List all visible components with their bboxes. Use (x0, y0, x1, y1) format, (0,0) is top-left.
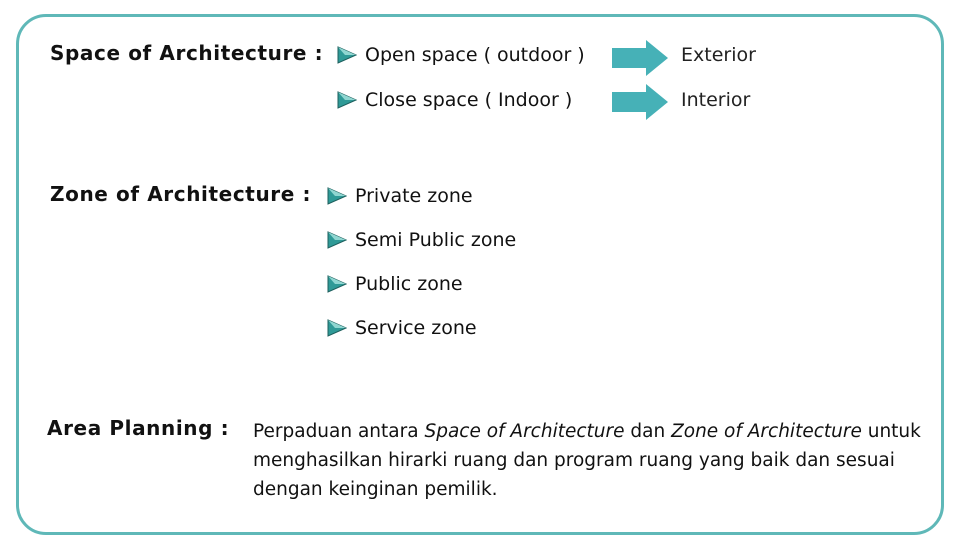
area-description (253, 417, 943, 504)
space-item-label: Close space ( Indoor ) (365, 89, 573, 111)
space-result-exterior: Exterior (681, 44, 756, 66)
right-arrow-icon (612, 84, 668, 120)
space-heading: Space of Architecture : (50, 41, 324, 65)
area-text: untuk menghasilkan hirarki ruang dan program ruang yang baik dan sesuai dengan keinginan pemilik. (253, 421, 921, 500)
zone-heading: Zone of Architecture : (50, 182, 312, 206)
area-text: Perpaduan antara (253, 421, 425, 442)
area-heading: Area Planning : (47, 416, 230, 440)
zone-item-label: Service zone (355, 317, 477, 339)
area-text: dan (624, 421, 672, 442)
triangle-bullet-icon (337, 46, 357, 64)
zone-item-label: Semi Public zone (355, 229, 517, 251)
zone-item-semi-public (327, 229, 516, 251)
zone-item-label: Private zone (355, 185, 473, 207)
zone-item-private (327, 185, 473, 207)
triangle-bullet-icon (327, 187, 347, 205)
space-item-close (337, 89, 572, 111)
area-italic-zone: Zone of Architecture (671, 421, 862, 442)
zone-item-public (327, 273, 463, 295)
space-item-label: Open space ( outdoor ) (365, 44, 585, 66)
right-arrow-icon (612, 40, 668, 76)
zone-item-service (327, 317, 477, 339)
triangle-bullet-icon (327, 319, 347, 337)
triangle-bullet-icon (327, 275, 347, 293)
space-result-interior: Interior (681, 89, 751, 111)
triangle-bullet-icon (337, 91, 357, 109)
zone-item-label: Public zone (355, 273, 463, 295)
space-item-open (337, 44, 585, 66)
area-italic-space: Space of Architecture (424, 421, 625, 442)
triangle-bullet-icon (327, 231, 347, 249)
